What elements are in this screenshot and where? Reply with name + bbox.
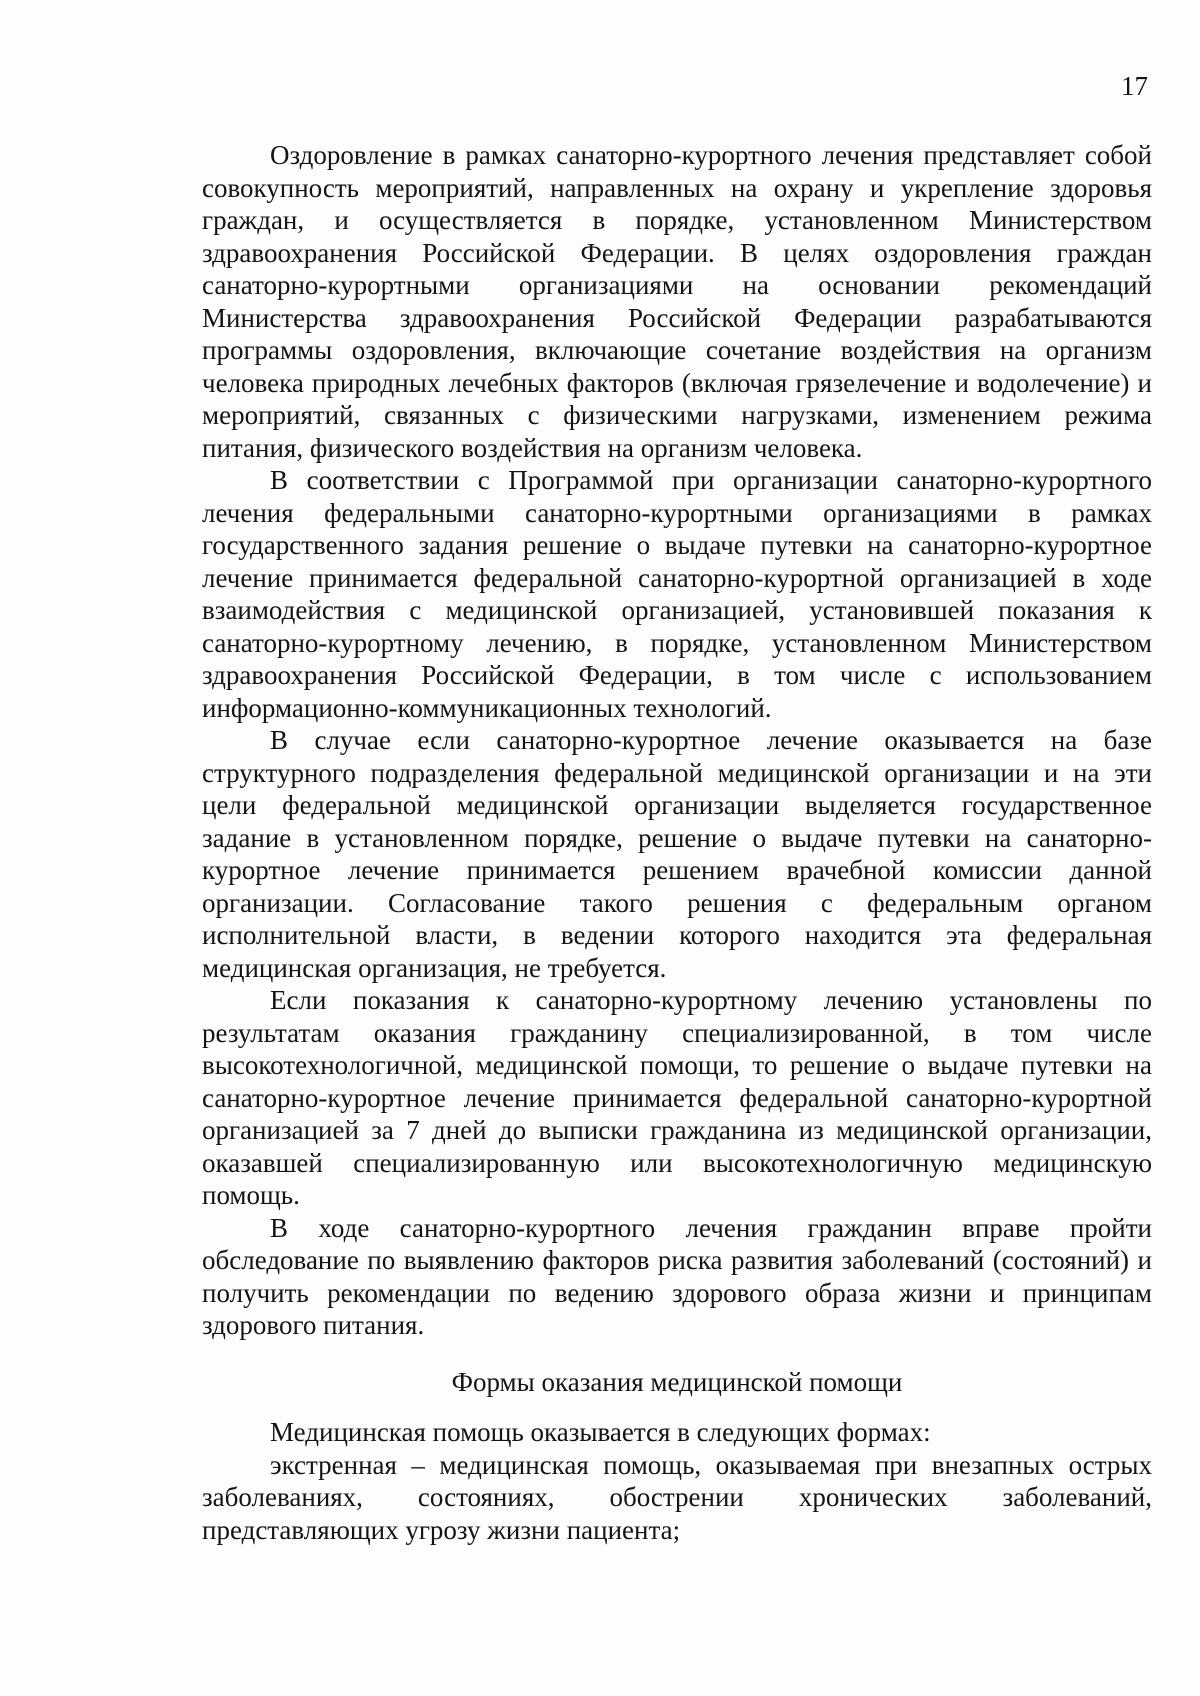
paragraph-federal-organizations: В соответствии с Программой при организации санаторно-курортного лечения федеральными санаторно-курортными организациями в рамках государственного задания решение о выдаче путевки на санаторно-курортное лечение принимается федеральной санаторно-курортной организацией в ходе взаимодействия с медицинской организацией, установившей показания к санаторно-курортному лечению, в порядке, установленном Министерством здравоохранения Российской Федерации, в том числе с использованием информационно-коммуникационных технологий. bbox=[202, 465, 1152, 723]
paragraph-emergency-form: экстренная – медицинская помощь, оказываемая при внезапных острых заболеваниях, состояниях, обострении хронических заболеваний, представляющих угрозу жизни пациента; bbox=[202, 1449, 1152, 1545]
document-body bbox=[202, 139, 1152, 1546]
paragraph-structural-division: В случае если санаторно-курортное лечение оказывается на базе структурного подразделения федеральной медицинской организации и на эти цели федеральной медицинской организации выделяется государственное задание в установленном порядке, решение о выдаче путевки на санаторно-курортное лечение принимается решением врачебной комиссии данной организации. Согласование такого решения с федеральным органом исполнительной власти, в ведении которого находится эта федеральная медицинская организация, не требуется. bbox=[202, 725, 1152, 983]
paragraph-recreation: Оздоровление в рамках санаторно-курортного лечения представляет собой совокупность мероприятий, направленных на охрану и укрепление здоровья граждан, и осуществляется в порядке, установленном Министерством здравоохранения Российской Федерации. В целях оздоровления граждан санаторно-курортными организациями на основании рекомендаций Министерства здравоохранения Российской Федерации разрабатываются программы оздоровления, включающие сочетание воздействия на организм человека природных лечебных факторов (включая грязелечение и водолечение) и мероприятий, связанных с физическими нагрузками, изменением режима питания, физического воздействия на организм человека. bbox=[202, 140, 1152, 463]
paragraph-high-tech-care: Если показания к санаторно-курортному лечению установлены по результатам оказания гражданину специализированной, в том числе высокотехнологичной, медицинской помощи, то решение о выдаче путевки на санаторно-курортное лечение принимается федеральной санаторно-курортной организацией за 7 дней до выписки гражданина из медицинской организации, оказавшей специализированную или высокотехнологичную медицинскую помощь. bbox=[202, 985, 1152, 1210]
page-number: 17 bbox=[1121, 71, 1148, 101]
section-heading: Формы оказания медицинской помощи bbox=[451, 1366, 903, 1397]
paragraph-risk-screening: В ходе санаторно-курортного лечения гражданин вправе пройти обследование по выявлению факторов риска развития заболеваний (состояний) и получить рекомендации по ведению здорового образа жизни и принципам здорового питания. bbox=[202, 1212, 1152, 1340]
paragraph-forms-intro: Медицинская помощь оказывается в следующих формах: bbox=[270, 1417, 931, 1447]
